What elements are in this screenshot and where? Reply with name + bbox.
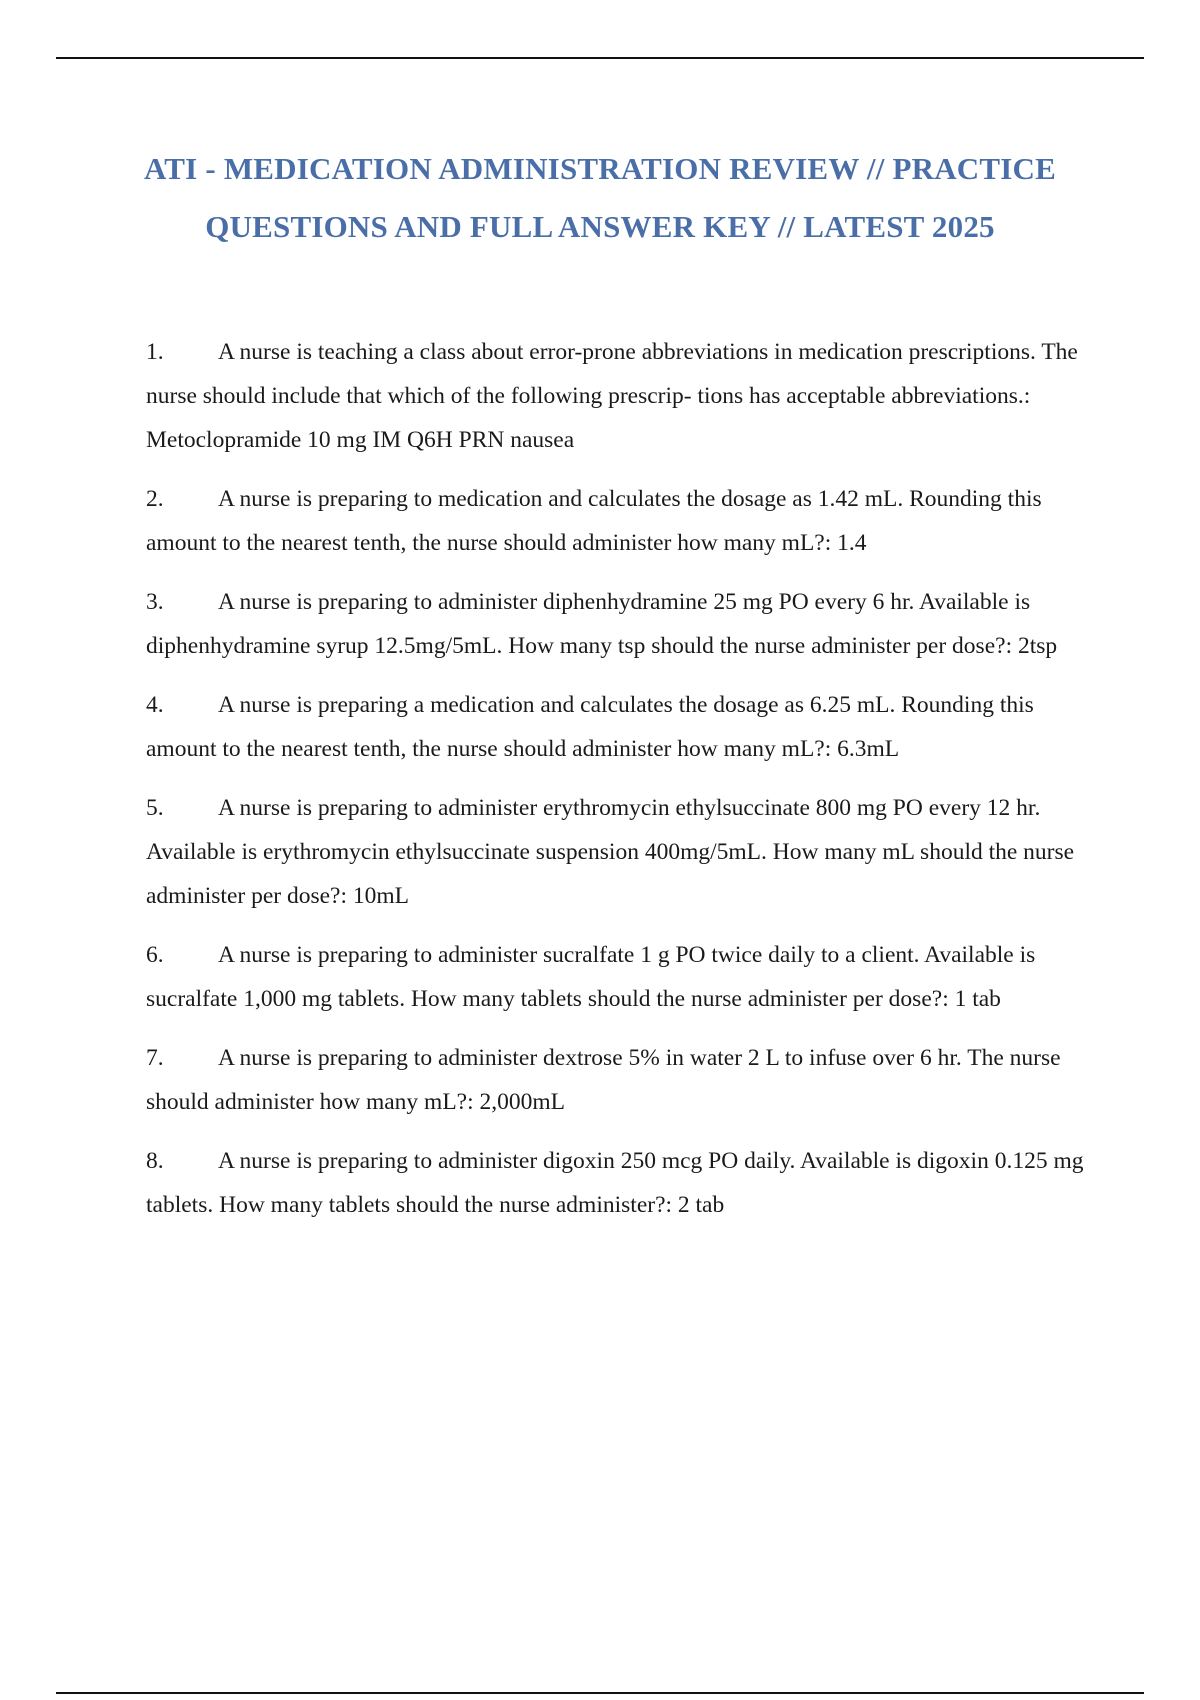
question-item-3 (146, 580, 1096, 668)
question-list (146, 330, 1096, 1242)
question-item-8 (146, 1139, 1096, 1227)
question-item-5 (146, 786, 1096, 918)
question-item-4 (146, 683, 1096, 771)
bottom-rule (56, 1692, 1144, 1694)
question-text: A nurse is preparing to administer digoxin 250 mcg PO daily. Available is digoxin 0.125 mg tablets. How many tablets should the nurse administer?: 2 tab (146, 1148, 1084, 1218)
question-item-2 (146, 477, 1096, 565)
question-item-6 (146, 933, 1096, 1021)
question-text: A nurse is preparing to administer sucralfate 1 g PO twice daily to a client. Available is sucralfate 1,000 mg tablets. How many tablets should the nurse administer per dose?: 1 tab (146, 942, 1036, 1012)
question-text: A nurse is preparing to administer erythromycin ethylsuccinate 800 mg PO every 12 hr. Available is erythromycin ethylsuccinate suspension 400mg/5mL. How many mL should the nurse administer per dose?: 10mL (146, 795, 1075, 909)
question-number: 2. (146, 486, 164, 512)
question-number: 3. (146, 589, 164, 615)
question-number: 4. (146, 692, 164, 718)
top-rule (56, 57, 1144, 59)
question-number: 6. (146, 942, 164, 968)
question-text: A nurse is teaching a class about error-prone abbreviations in medication prescriptions. The nurse should include that which of the following prescrip- tions has acceptable abbreviations.: Metoclopramide 10 mg IM Q6H PRN nausea (146, 339, 1078, 453)
question-number: 7. (146, 1045, 164, 1071)
question-number: 5. (146, 795, 164, 821)
question-number: 8. (146, 1148, 164, 1174)
question-item-1 (146, 330, 1096, 462)
question-text: A nurse is preparing to administer diphenhydramine 25 mg PO every 6 hr. Available is diphenhydramine syrup 12.5mg/5mL. How many tsp should the nurse administer per dose?: 2tsp (146, 589, 1058, 659)
question-text: A nurse is preparing to medication and calculates the dosage as 1.42 mL. Rounding this amount to the nearest tenth, the nurse should administer how many mL?: 1.4 (146, 486, 1042, 556)
question-number: 1. (146, 339, 164, 365)
question-text: A nurse is preparing to administer dextrose 5% in water 2 L to infuse over 6 hr. The nurse should administer how many mL?: 2,000mL (146, 1045, 1061, 1115)
document-title: ATI - MEDICATION ADMINISTRATION REVIEW // PRACTICE QUESTIONS AND FULL ANSWER KEY // LATEST 2025 (144, 151, 1056, 244)
question-item-7 (146, 1036, 1096, 1124)
question-text: A nurse is preparing a medication and calculates the dosage as 6.25 mL. Rounding this amount to the nearest tenth, the nurse should administer how many mL?: 6.3mL (146, 692, 1034, 762)
